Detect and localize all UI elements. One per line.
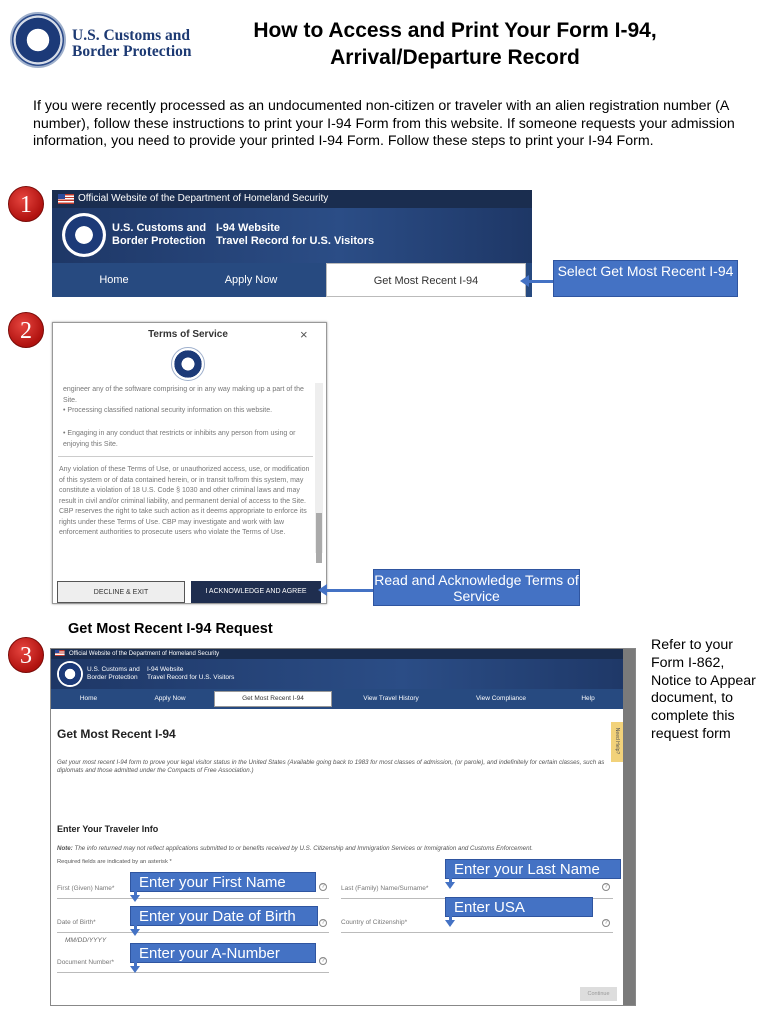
nav-home[interactable]: Home [79,695,98,702]
us-flag-icon [58,194,74,204]
title-line2: Arrival/Departure Record [330,46,580,69]
nav-view-compliance[interactable]: View Compliance [475,695,527,702]
logo-text-line1: U.S. Customs and [72,27,191,44]
callout-a-number: Enter your A-Number [130,943,316,963]
dob-format-hint: MM/DD/YYYY [65,937,107,944]
cbp-logo-text [72,28,192,60]
help-icon[interactable]: ? [602,919,610,927]
agency-line1: U.S. Customs and [87,666,140,673]
tos-text-top: engineer any of the software comprising or in any way making up a part of the Site. [63,386,304,404]
step-number-3: 3 [8,637,44,673]
document-number-label: Document Number* [57,959,115,966]
step1-screenshot [52,190,532,297]
help-icon[interactable]: ? [319,883,327,891]
site-nav [52,263,532,297]
nav-home[interactable]: Home [99,274,129,286]
cbp-seal-icon [62,213,106,257]
dob-label: Date of Birth* [57,919,96,926]
nav-view-travel-history[interactable]: View Travel History [363,695,419,702]
site-header-band [52,208,532,263]
agency-line1: U.S. Customs and [112,222,207,234]
last-name-field[interactable] [341,879,613,899]
gov-banner: Official Website of the Department of Homeland Security [52,190,532,208]
agree-button[interactable]: I ACKNOWLEDGE AND AGREE [191,581,321,603]
logo-text-line2: Border Protection [72,43,192,60]
form-description: Get your most recent I-94 form to prove your legal visitor status in the United States (Available going back to 1983 for most classes of admission, (or parole), and indefinitely for certain classes, such as diplomats and those admitted under the Compacts of Free Association.) [57,759,605,774]
arrow-icon [134,890,137,896]
site-line2: Travel Record for U.S. Visitors [147,674,235,681]
step-number-2: 2 [8,312,44,348]
site-line1: I-94 Website [147,666,184,673]
arrow-icon [449,877,452,883]
traveler-info-heading: Enter Your Traveler Info [57,824,159,834]
tos-bullet-1: • Processing classified national security information on this website. [63,407,273,414]
window-scrollbar[interactable] [623,649,636,1006]
decline-button[interactable]: DECLINE & EXIT [57,581,185,603]
modal-title: Terms of Service [148,329,228,340]
callout-date-of-birth: Enter your Date of Birth [130,906,318,926]
site-line2: Travel Record for U.S. Visitors [216,235,375,247]
arrow-icon [449,915,452,921]
nav-apply-now[interactable]: Apply Now [154,695,186,702]
continue-button[interactable]: Continue [580,987,617,1001]
note-label: Note: [57,845,73,852]
tos-bullet-2: • Engaging in any conduct that restricts or inhibits any person from using or enjoying this Site. [63,430,296,448]
step-number-1: 1 [8,186,44,222]
title-line1: How to Access and Print Your Form I-94, [253,19,657,42]
step3-title: Get Most Recent I-94 Request [68,621,273,637]
help-icon[interactable]: ? [602,883,610,891]
callout-select-recent: Select Get Most Recent I-94 [553,260,738,297]
form-heading: Get Most Recent I-94 [57,727,176,741]
intro-paragraph: If you were recently processed as an undocumented non-citizen or traveler with an alien registration number (A number), follow these instructions to print your I-94 Form from this website. If someone requests your admission information, you need to provide your printed I-94 Form. Follow these steps to print your I-94 Form. [33,98,735,149]
help-icon[interactable]: ? [319,919,327,927]
note-text: The info returned may not reflect applications submitted to or benefits received by U.S. Citizenship and Immigration Services or Immigration and Customs Enforcement. [74,845,533,852]
first-name-label: First (Given) Name* [57,885,115,892]
us-flag-icon [55,650,65,656]
agency-line2: Border Protection [112,235,206,247]
side-note: Refer to your Form I-862, Notice to Appear document, to complete this request form [651,637,756,742]
cbp-seal-icon [171,347,205,381]
callout-first-name: Enter your First Name [130,872,316,892]
site-line1: I-94 Website [216,222,280,234]
divider [58,456,313,457]
country-label: Country of Citizenship* [341,919,408,926]
bullet1-text: Processing classified national security information on this website. [67,407,273,414]
bullet2-text: Engaging in any conduct that restricts or inhibits any person from using or enjoying this Site. [63,430,296,448]
help-icon[interactable]: ? [319,957,327,965]
site-header-band [51,659,636,689]
agency-name [87,666,140,682]
nav-get-most-recent[interactable]: Get Most Recent I-94 [326,263,526,297]
terms-of-service-modal [52,322,327,604]
arrow-icon [134,961,137,967]
cbp-seal-logo [10,12,66,68]
arrow-icon [326,589,374,592]
nav-help[interactable]: Help [581,695,595,702]
site-name [147,666,234,682]
nav-get-most-recent[interactable]: Get Most Recent I-94 [214,691,332,707]
close-icon[interactable]: × [300,327,308,342]
cbp-seal-icon [57,661,83,687]
arrow-icon [134,924,137,930]
callout-usa: Enter USA [445,897,593,917]
site-nav [51,689,636,709]
callout-last-name: Enter your Last Name [445,859,621,879]
agency-name [112,222,206,248]
page-title [200,17,710,71]
nav-apply-now[interactable]: Apply Now [224,274,278,286]
modal-scrollbar[interactable] [315,383,323,553]
last-name-label: Last (Family) Name/Surname* [341,885,429,892]
need-help-tab[interactable] [611,722,623,762]
gov-banner: Official Website of the Department of Homeland Security [51,649,636,659]
required-note: Required fields are indicated by an asterisk * [57,859,172,865]
callout-acknowledge: Read and Acknowledge Terms of Service [373,569,580,606]
need-help-label: Need Help? [614,727,620,755]
site-name [216,222,374,248]
tos-text-bottom: Any violation of these Terms of Use, or unauthorized access, use, or modification of this system or of data contained herein, or in transit to/from this system, may constitute a violation of 18 U.S. Code § 1030 and other criminal laws and may result in civil and/or criminal liability, and permanent denial of access to the Site. CBP reserves the right to take such action as it deems appropriate to enforce its rights under these Terms of Use. CBP may investigate and work with law enforcement authorities to prosecute users who violate the Terms of Use. [59,466,310,536]
traveler-note [57,845,613,853]
agency-line2: Border Protection [87,674,138,681]
arrow-icon [528,280,554,283]
